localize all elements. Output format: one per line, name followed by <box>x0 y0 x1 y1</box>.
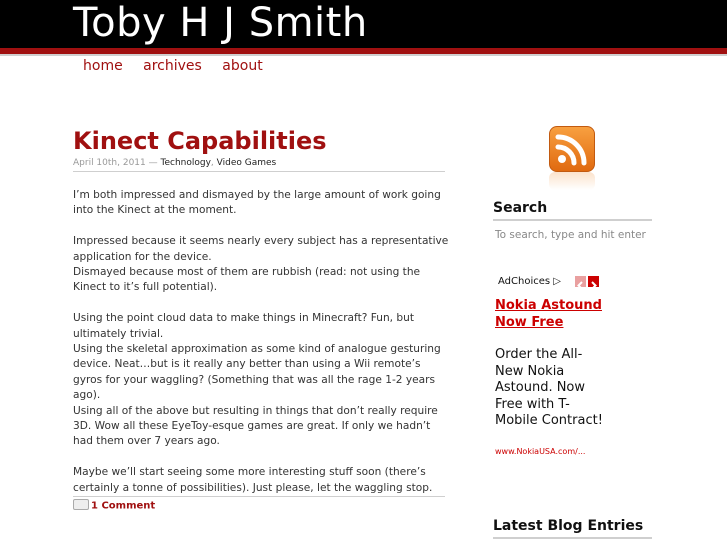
latest-entries-heading: Latest Blog Entries <box>493 518 644 534</box>
ad-title-link[interactable]: Nokia Astound Now Free <box>495 298 602 330</box>
post-line: Impressed because it seems nearly every subject has a representative application for the device. <box>73 235 449 263</box>
search-heading-divider <box>493 219 652 221</box>
nav-archives-link[interactable]: archives <box>143 58 202 74</box>
post-line: Maybe we’ll start seeing some more interesting stuff soon (there’s certainly a tonne of possibilities). Just please, let the waggling stop. <box>73 466 433 494</box>
latest-entries-divider <box>493 537 652 539</box>
ad-next-button[interactable] <box>588 276 599 287</box>
site-title[interactable]: Toby H J Smith <box>73 0 368 46</box>
search-heading: Search <box>493 200 548 216</box>
header-divider <box>0 54 727 56</box>
post-line: Using the skeletal approximation as some kind of analogue gesturing device. Neat…but is it really any better than using a Wii remote’s gyros for your waggling? (Something that was all the rage 1-2 years ago). <box>73 343 441 402</box>
post-title[interactable]: Kinect Capabilities <box>73 127 327 155</box>
post-body <box>73 188 453 511</box>
post-line: Dismayed because most of them are rubbish (read: not using the Kinect to it’s full potential). <box>73 266 421 294</box>
search-input[interactable]: To search, type and hit enter <box>495 229 646 241</box>
post-paragraph <box>73 188 453 219</box>
post-footer-divider <box>73 496 445 497</box>
ad-url-link[interactable]: www.NokiaUSA.com/... <box>495 447 586 456</box>
comments-link[interactable] <box>73 500 155 512</box>
post-meta: April 10th, 2011 — Technology, Video Games <box>73 158 277 168</box>
adchoices-icon[interactable]: ▷ <box>553 276 561 287</box>
rss-glyph-icon <box>550 127 594 171</box>
meta-separator: — <box>145 158 161 168</box>
chevron-left-icon <box>575 280 586 291</box>
nav-about-link[interactable]: about <box>222 58 263 74</box>
post-paragraph <box>73 234 453 296</box>
rss-reflection <box>549 172 595 190</box>
adchoices-label[interactable] <box>498 276 561 287</box>
ad-prev-button[interactable] <box>575 276 586 287</box>
nav-home-link[interactable]: home <box>83 58 123 74</box>
post-line: I’m both impressed and dismayed by the large amount of work going into the Kinect at the moment. <box>73 189 441 217</box>
post-paragraph <box>73 465 453 496</box>
category-link-technology[interactable]: Technology <box>160 158 211 168</box>
meta-divider <box>73 171 445 172</box>
site-header <box>0 0 727 48</box>
chevron-right-icon <box>588 280 599 291</box>
post-paragraph <box>73 311 453 450</box>
main-nav <box>83 57 279 75</box>
post-line: Using all of the above but resulting in things that don’t really require 3D. Wow all these EyeToy-esque games are great. If only we hadn’t had them over 7 years ago. <box>73 404 438 448</box>
category-link-video-games[interactable]: Video Games <box>216 158 277 168</box>
rss-feed-icon[interactable] <box>549 126 595 172</box>
adchoices-text[interactable]: AdChoices <box>498 276 551 287</box>
post-line: Using the point cloud data to make things in Minecraft? Fun, but ultimately trivial. <box>73 312 415 340</box>
ad-description: Order the All-New Nokia Astound. Now Free with T-Mobile Contract! <box>495 347 603 428</box>
post-date: April 10th, 2011 <box>73 158 146 168</box>
comment-bubble-icon <box>73 499 89 510</box>
comments-count[interactable]: 1 Comment <box>91 500 156 512</box>
